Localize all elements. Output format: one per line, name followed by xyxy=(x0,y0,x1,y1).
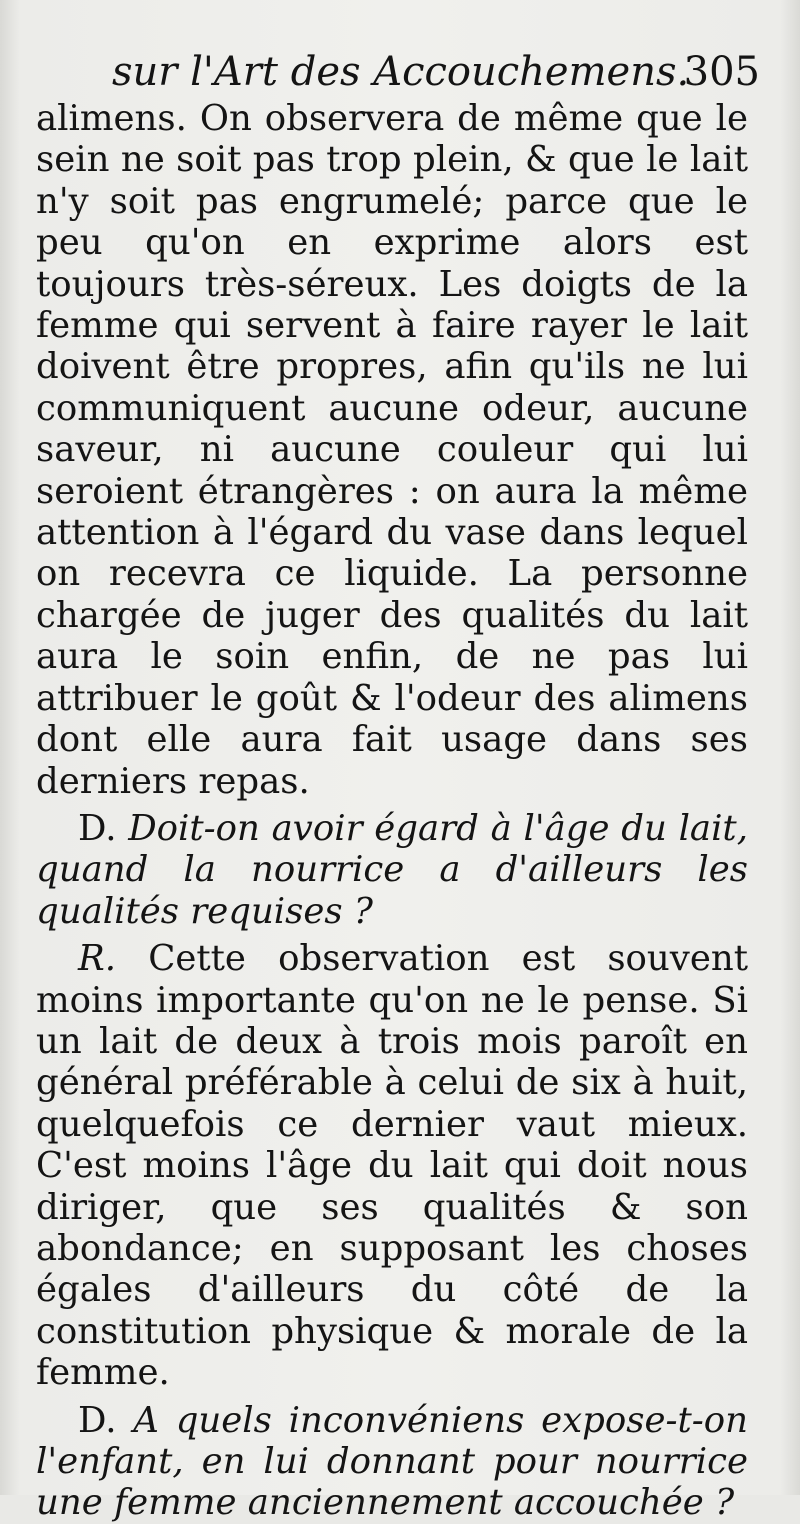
question-text: Doit-on avoir égard à l'âge du lait, quand la nourrice a d'ailleurs les qualités requises ? xyxy=(36,807,748,932)
page-body xyxy=(36,98,748,1524)
question-text: A quels inconvéniens expose-t-on l'enfant, en lui donnant pour nourrice une femme anciennement accouchée ? xyxy=(36,1399,748,1524)
answer-paragraph xyxy=(36,938,748,1393)
speaker-label: R. xyxy=(78,938,117,980)
running-head: sur l'Art des Accouchemens. xyxy=(112,49,690,95)
paragraph-text: alimens. On observera de même que le sein ne soit pas trop plein, & que le lait n'y soit pas engrumelé; parce que le peu qu'on en exprime alors est toujours très-séreux. Les doigts de la femme qui servent à faire rayer le lait doivent être propres, afin qu'ils ne lui communiquent aucune odeur, aucune saveur, ni aucune couleur qui lui seroient étrangères : on aura la même attention à l'égard du vase dans lequel on recevra ce liquide. La personne chargée de juger des qualités du lait aura le soin enfin, de ne pas lui attribuer le goût & l'odeur des alimens dont elle aura fait usage dans ses derniers repas. xyxy=(36,98,748,802)
page-header xyxy=(112,48,760,96)
answer-text: Cette observation est souvent moins importante qu'on ne le pense. Si un lait de deux à trois mois paroît en général préférable à celui de six à huit, quelquefois ce dernier vaut mieux. C'est moins l'âge du lait qui doit nous diriger, que ses qualités & son abondance; en supposant les choses égales d'ailleurs du côté de la constitution physique & morale de la femme. xyxy=(36,938,748,1394)
question-paragraph xyxy=(36,1400,748,1524)
question-paragraph xyxy=(36,808,748,932)
paragraph-continuation xyxy=(36,98,748,802)
speaker-label: D. xyxy=(78,1399,117,1441)
page-number: 305 xyxy=(683,49,760,95)
speaker-label: D. xyxy=(78,807,117,849)
